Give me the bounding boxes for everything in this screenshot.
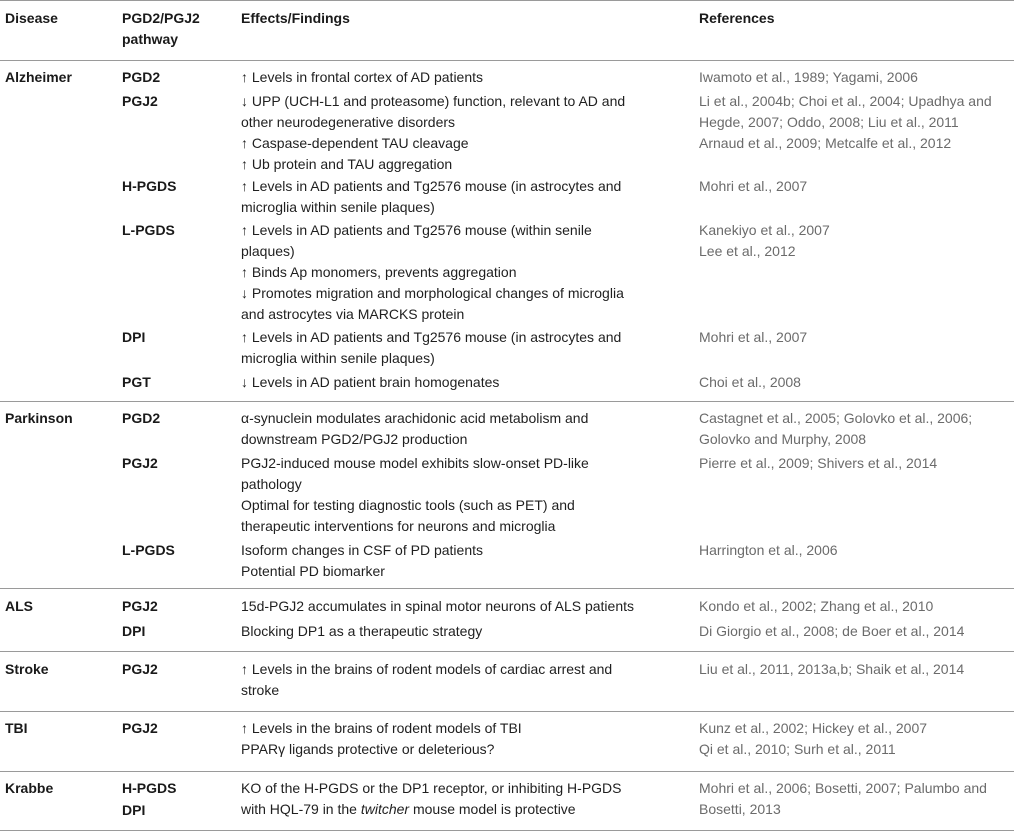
effect-line: Blocking DP1 as a therapeutic strategy: [241, 623, 483, 639]
reference-line: Liu et al., 2011, 2013a,b; Shaik et al., 2014: [699, 661, 965, 677]
reference-line: Kanekiyo et al., 2007: [699, 222, 830, 238]
effect-line: ↓ UPP (UCH-L1 and proteasome) function, relevant to AD and: [241, 93, 626, 109]
disease-name: TBI: [5, 720, 28, 736]
pathway-name: DPI: [122, 623, 146, 639]
references-cell: [699, 176, 807, 197]
references-cell: [699, 621, 964, 642]
group-divider: [0, 830, 1014, 831]
effects-cell: [241, 778, 622, 820]
pathway-name: L-PGDS: [122, 542, 175, 558]
effect-line: ↓ Promotes migration and morphological changes of microglia: [241, 285, 624, 301]
header-pathway-line-1: PGD2/PGJ2: [122, 10, 200, 26]
effects-cell: [241, 453, 589, 537]
effect-line: pathology: [241, 476, 302, 492]
references-cell: [699, 372, 801, 393]
pathway-name: PGJ2: [122, 720, 158, 736]
effects-cell: [241, 718, 522, 760]
reference-line: Iwamoto et al., 1989; Yagami, 2006: [699, 69, 918, 85]
references-cell: [699, 327, 807, 348]
pathway-name: DPI: [122, 329, 146, 345]
effect-line: α-synuclein modulates arachidonic acid metabolism and: [241, 410, 589, 426]
references-cell: [699, 659, 964, 680]
references-cell: [699, 778, 987, 820]
pathway-name: PGJ2: [122, 455, 158, 471]
header-rule: [0, 60, 1014, 61]
group-divider: [0, 651, 1014, 652]
disease-name: Alzheimer: [5, 69, 72, 85]
effects-cell: [241, 327, 621, 369]
header-pathway-line-2: pathway: [122, 31, 179, 47]
references-cell: [699, 453, 937, 474]
effect-line: and astrocytes via MARCKS protein: [241, 306, 465, 322]
effect-line: KO of the H-PGDS or the DP1 receptor, or inhibiting H-PGDS: [241, 780, 622, 796]
table-top-rule: [0, 0, 1014, 1]
effect-line: ↑ Levels in the brains of rodent models of cardiac arrest and: [241, 661, 613, 677]
pathway-name: PGJ2: [122, 598, 158, 614]
effects-cell: [241, 67, 483, 88]
effects-cell: [241, 621, 482, 642]
disease-name: Krabbe: [5, 780, 54, 796]
disease-name: Parkinson: [5, 410, 73, 426]
references-cell: [699, 596, 933, 617]
effect-line: PGJ2-induced mouse model exhibits slow-onset PD-like: [241, 455, 589, 471]
effect-line: therapeutic interventions for neurons and microglia: [241, 518, 556, 534]
references-cell: [699, 408, 972, 450]
disease-name: Stroke: [5, 661, 49, 677]
reference-line: Golovko and Murphy, 2008: [699, 431, 867, 447]
effects-cell: [241, 176, 621, 218]
reference-line: Castagnet et al., 2005; Golovko et al., 2006;: [699, 410, 973, 426]
group-divider: [0, 401, 1014, 402]
effect-line: ↑ Caspase-dependent TAU cleavage: [241, 135, 469, 151]
reference-line: Mohri et al., 2006; Bosetti, 2007; Palumbo and: [699, 780, 987, 796]
effects-cell: [241, 220, 624, 325]
references-cell: [699, 91, 992, 154]
pathway-name: PGJ2: [122, 93, 158, 109]
reference-line: Kunz et al., 2002; Hickey et al., 2007: [699, 720, 928, 736]
effect-line: microglia within senile plaques): [241, 199, 435, 215]
effect-line: ↑ Binds Ap monomers, prevents aggregation: [241, 264, 517, 280]
reference-line: Lee et al., 2012: [699, 243, 796, 259]
reference-line: Bosetti, 2013: [699, 801, 781, 817]
effect-line: downstream PGD2/PGJ2 production: [241, 431, 468, 447]
pathway-name: H-PGDS: [122, 780, 177, 796]
effect-line: ↑ Levels in frontal cortex of AD patients: [241, 69, 484, 85]
header-effects: Effects/Findings: [241, 10, 350, 26]
references-cell: [699, 540, 838, 561]
pathway-name: PGD2: [122, 69, 161, 85]
header-references: References: [699, 10, 775, 26]
pathway-name: PGJ2: [122, 661, 158, 677]
effect-line: ↑ Levels in AD patients and Tg2576 mouse (in astrocytes and: [241, 329, 622, 345]
reference-line: Hegde, 2007; Oddo, 2008; Liu et al., 2011: [699, 114, 959, 130]
effect-line: Potential PD biomarker: [241, 563, 385, 579]
pathway-name: PGT: [122, 374, 151, 390]
effect-line: 15d-PGJ2 accumulates in spinal motor neurons of ALS patients: [241, 598, 634, 614]
reference-line: Pierre et al., 2009; Shivers et al., 2014: [699, 455, 938, 471]
effects-cell: [241, 408, 588, 450]
italic-term: twitcher: [360, 801, 410, 817]
pathway-name: L-PGDS: [122, 222, 175, 238]
effect-line: PPARγ ligands protective or deleterious?: [241, 741, 495, 757]
effect-line: microglia within senile plaques): [241, 350, 435, 366]
effect-line: ↑ Ub protein and TAU aggregation: [241, 156, 453, 172]
effect-line: stroke: [241, 682, 280, 698]
effect-line: other neurodegenerative disorders: [241, 114, 456, 130]
effect-line: Isoform changes in CSF of PD patients: [241, 542, 483, 558]
reference-line: Li et al., 2004b; Choi et al., 2004; Upadhya and: [699, 93, 992, 109]
effects-cell: [241, 91, 625, 175]
effect-line: Optimal for testing diagnostic tools (such as PET) and: [241, 497, 575, 513]
effect-line: plaques): [241, 243, 295, 259]
effect-line: with HQL-79 in the twitcher mouse model is protective: [241, 801, 576, 817]
group-divider: [0, 588, 1014, 589]
references-cell: [699, 220, 830, 262]
pathway-name: PGD2: [122, 410, 161, 426]
reference-line: Qi et al., 2010; Surh et al., 2011: [699, 741, 896, 757]
reference-line: Di Giorgio et al., 2008; de Boer et al., 2014: [699, 623, 965, 639]
header-pathway: [122, 8, 200, 50]
effect-line: ↓ Levels in AD patient brain homogenates: [241, 374, 500, 390]
group-divider: [0, 771, 1014, 772]
pathway-name: H-PGDS: [122, 178, 177, 194]
header-disease: Disease: [5, 10, 58, 26]
disease-name: ALS: [5, 598, 33, 614]
reference-line: Kondo et al., 2002; Zhang et al., 2010: [699, 598, 934, 614]
references-cell: [699, 67, 918, 88]
group-divider: [0, 711, 1014, 712]
reference-line: Mohri et al., 2007: [699, 178, 808, 194]
references-cell: [699, 718, 927, 760]
effects-cell: [241, 596, 634, 617]
effects-cell: [241, 659, 612, 701]
reference-line: Choi et al., 2008: [699, 374, 801, 390]
effects-cell: [241, 540, 483, 582]
effect-line: ↑ Levels in AD patients and Tg2576 mouse (within senile: [241, 222, 592, 238]
pathway-name: DPI: [122, 802, 146, 818]
reference-line: Mohri et al., 2007: [699, 329, 808, 345]
effects-cell: [241, 372, 499, 393]
effect-line: ↑ Levels in the brains of rodent models of TBI: [241, 720, 522, 736]
reference-line: Harrington et al., 2006: [699, 542, 838, 558]
reference-line: Arnaud et al., 2009; Metcalfe et al., 2012: [699, 135, 952, 151]
effect-line: ↑ Levels in AD patients and Tg2576 mouse (in astrocytes and: [241, 178, 622, 194]
